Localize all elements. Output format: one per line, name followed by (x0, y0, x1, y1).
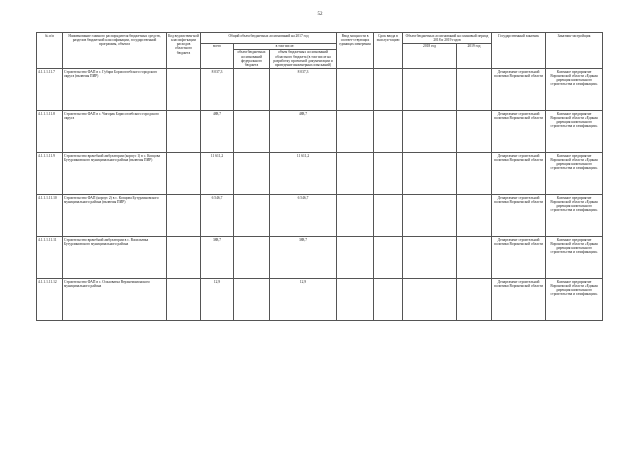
row-2019 (457, 153, 492, 195)
row-capacity (337, 69, 374, 111)
row-2019 (457, 237, 492, 279)
row-2019 (457, 195, 492, 237)
table-body (37, 69, 603, 321)
row-num: 4.1.1.1.11.12 (37, 279, 63, 321)
header-2018: 2018 год (403, 43, 457, 68)
header-total-2017: Общий объем бюджетных ассигнований на 2017 год (201, 33, 337, 44)
row-num: 4.1.1.1.11.7 (37, 69, 63, 111)
header-federal: объем бюджетных ассигнований федерального бюджета (234, 49, 270, 68)
row-code (167, 237, 201, 279)
row-customer: Департамент строительной политики Воронежской области (492, 153, 546, 195)
row-developer: Казенное предприятие Воронежской области «Единая дирекция капитального строительства и газификации» (546, 237, 603, 279)
row-2018 (403, 237, 457, 279)
row-federal (234, 69, 270, 111)
row-2018 (403, 153, 457, 195)
table-row (37, 111, 603, 153)
header-name: Наименование главного распорядителя бюджетных средств, разделов бюджетной классификации, государственной программы, объекта (63, 33, 167, 69)
row-name: Строительство ФАП в с. Чигорак Борисоглебского городского округа (63, 111, 167, 153)
table-row (37, 279, 603, 321)
row-code (167, 111, 201, 153)
row-capacity (337, 237, 374, 279)
row-name: Строительство ФАП (корпус 2) в с. Копцова Бутурлиновского муниципального района (включая ПИР) (63, 195, 167, 237)
row-developer: Казенное предприятие Воронежской области «Единая дирекция капитального строительства и газификации» (546, 195, 603, 237)
row-federal (234, 237, 270, 279)
row-federal (234, 279, 270, 321)
header-num: № п/п (37, 33, 63, 69)
header-planned: Объем бюджетных ассигнований на плановый период 2018 и 2019 годов (403, 33, 492, 44)
table-row (37, 237, 603, 279)
header-capacity: Ввод мощности в соответ-ствующих единицах измерения (337, 33, 374, 69)
row-capacity (337, 279, 374, 321)
row-code (167, 279, 201, 321)
header-developer: Заказчик-застройщик (546, 33, 603, 69)
row-code (167, 153, 201, 195)
row-code (167, 69, 201, 111)
row-2019 (457, 279, 492, 321)
row-2018 (403, 111, 457, 153)
row-total: 488,7 (201, 111, 234, 153)
row-2018 (403, 69, 457, 111)
row-customer: Департамент строительной политики Воронежской области (492, 195, 546, 237)
row-developer: Казенное предприятие Воронежской области «Единая дирекция капитального строительства и газификации» (546, 153, 603, 195)
row-regional: 388,7 (270, 237, 337, 279)
row-total: 388,7 (201, 237, 234, 279)
row-customer: Департамент строительной политики Воронежской области (492, 111, 546, 153)
row-customer: Департамент строительной политики Воронежской области (492, 279, 546, 321)
row-developer: Казенное предприятие Воронежской области «Единая дирекция капитального строительства и газификации» (546, 111, 603, 153)
row-term (374, 279, 403, 321)
header-customer: Государственный заказчик (492, 33, 546, 69)
row-regional: 12,9 (270, 279, 337, 321)
row-2018 (403, 195, 457, 237)
row-federal (234, 195, 270, 237)
row-total: 12,9 (201, 279, 234, 321)
row-customer: Департамент строительной политики Воронежской области (492, 237, 546, 279)
row-regional: 11 611,2 (270, 153, 337, 195)
row-num: 4.1.1.1.11.9 (37, 153, 63, 195)
row-term (374, 111, 403, 153)
table-row (37, 69, 603, 111)
row-code (167, 195, 201, 237)
row-name: Строительство ФАП в с. Ольховатка Верхнемамонского муниципального района (63, 279, 167, 321)
row-name: Строительство врачебной амбулатории (корпус 1) в с. Копцова Бутурлиновского муниципального района (включая ПИР) (63, 153, 167, 195)
row-regional: 8 037,3 (270, 69, 337, 111)
header-term: Срок ввода в эксплуа-тацию (374, 33, 403, 69)
table-row (37, 195, 603, 237)
header-2019: 2019 год (457, 43, 492, 68)
row-regional: 6 546,7 (270, 195, 337, 237)
budget-table (36, 32, 603, 321)
table-header (37, 33, 603, 69)
header-total: всего (201, 43, 234, 68)
row-2019 (457, 111, 492, 153)
row-capacity (337, 153, 374, 195)
header-regional: объем бюджетных ассигнований областного бюджета (в том числе на разработку проектной документации и проведение инженерных изысканий) (270, 49, 337, 68)
row-developer: Казенное предприятие Воронежской области «Единая дирекция капитального строительства и газификации» (546, 69, 603, 111)
row-2019 (457, 69, 492, 111)
header-code: Код ведомствен-ной классифи-кации расходов областного бюджета (167, 33, 201, 69)
row-customer: Департамент строительной политики Воронежской области (492, 69, 546, 111)
row-term (374, 237, 403, 279)
row-capacity (337, 111, 374, 153)
row-total: 8 037,3 (201, 69, 234, 111)
row-name: Строительство ФАП в с. Губари Борисоглебского городского округа (включая ПИР) (63, 69, 167, 111)
row-regional: 488,7 (270, 111, 337, 153)
row-developer: Казенное предприятие Воронежской области «Единая дирекция капитального строительства и газификации» (546, 279, 603, 321)
page-number: 52 (317, 12, 323, 17)
row-federal (234, 153, 270, 195)
table-row (37, 153, 603, 195)
row-num: 4.1.1.1.11.11 (37, 237, 63, 279)
row-num: 4.1.1.1.11.10 (37, 195, 63, 237)
row-federal (234, 111, 270, 153)
row-num: 4.1.1.1.11.8 (37, 111, 63, 153)
row-capacity (337, 195, 374, 237)
row-name: Строительство врачебной амбулатории в с. Васильевка Бутурлиновского муниципального района (63, 237, 167, 279)
header-in-that: в том числе: (234, 43, 337, 49)
row-term (374, 195, 403, 237)
row-total: 6 546,7 (201, 195, 234, 237)
row-term (374, 69, 403, 111)
row-term (374, 153, 403, 195)
row-total: 11 611,2 (201, 153, 234, 195)
row-2018 (403, 279, 457, 321)
